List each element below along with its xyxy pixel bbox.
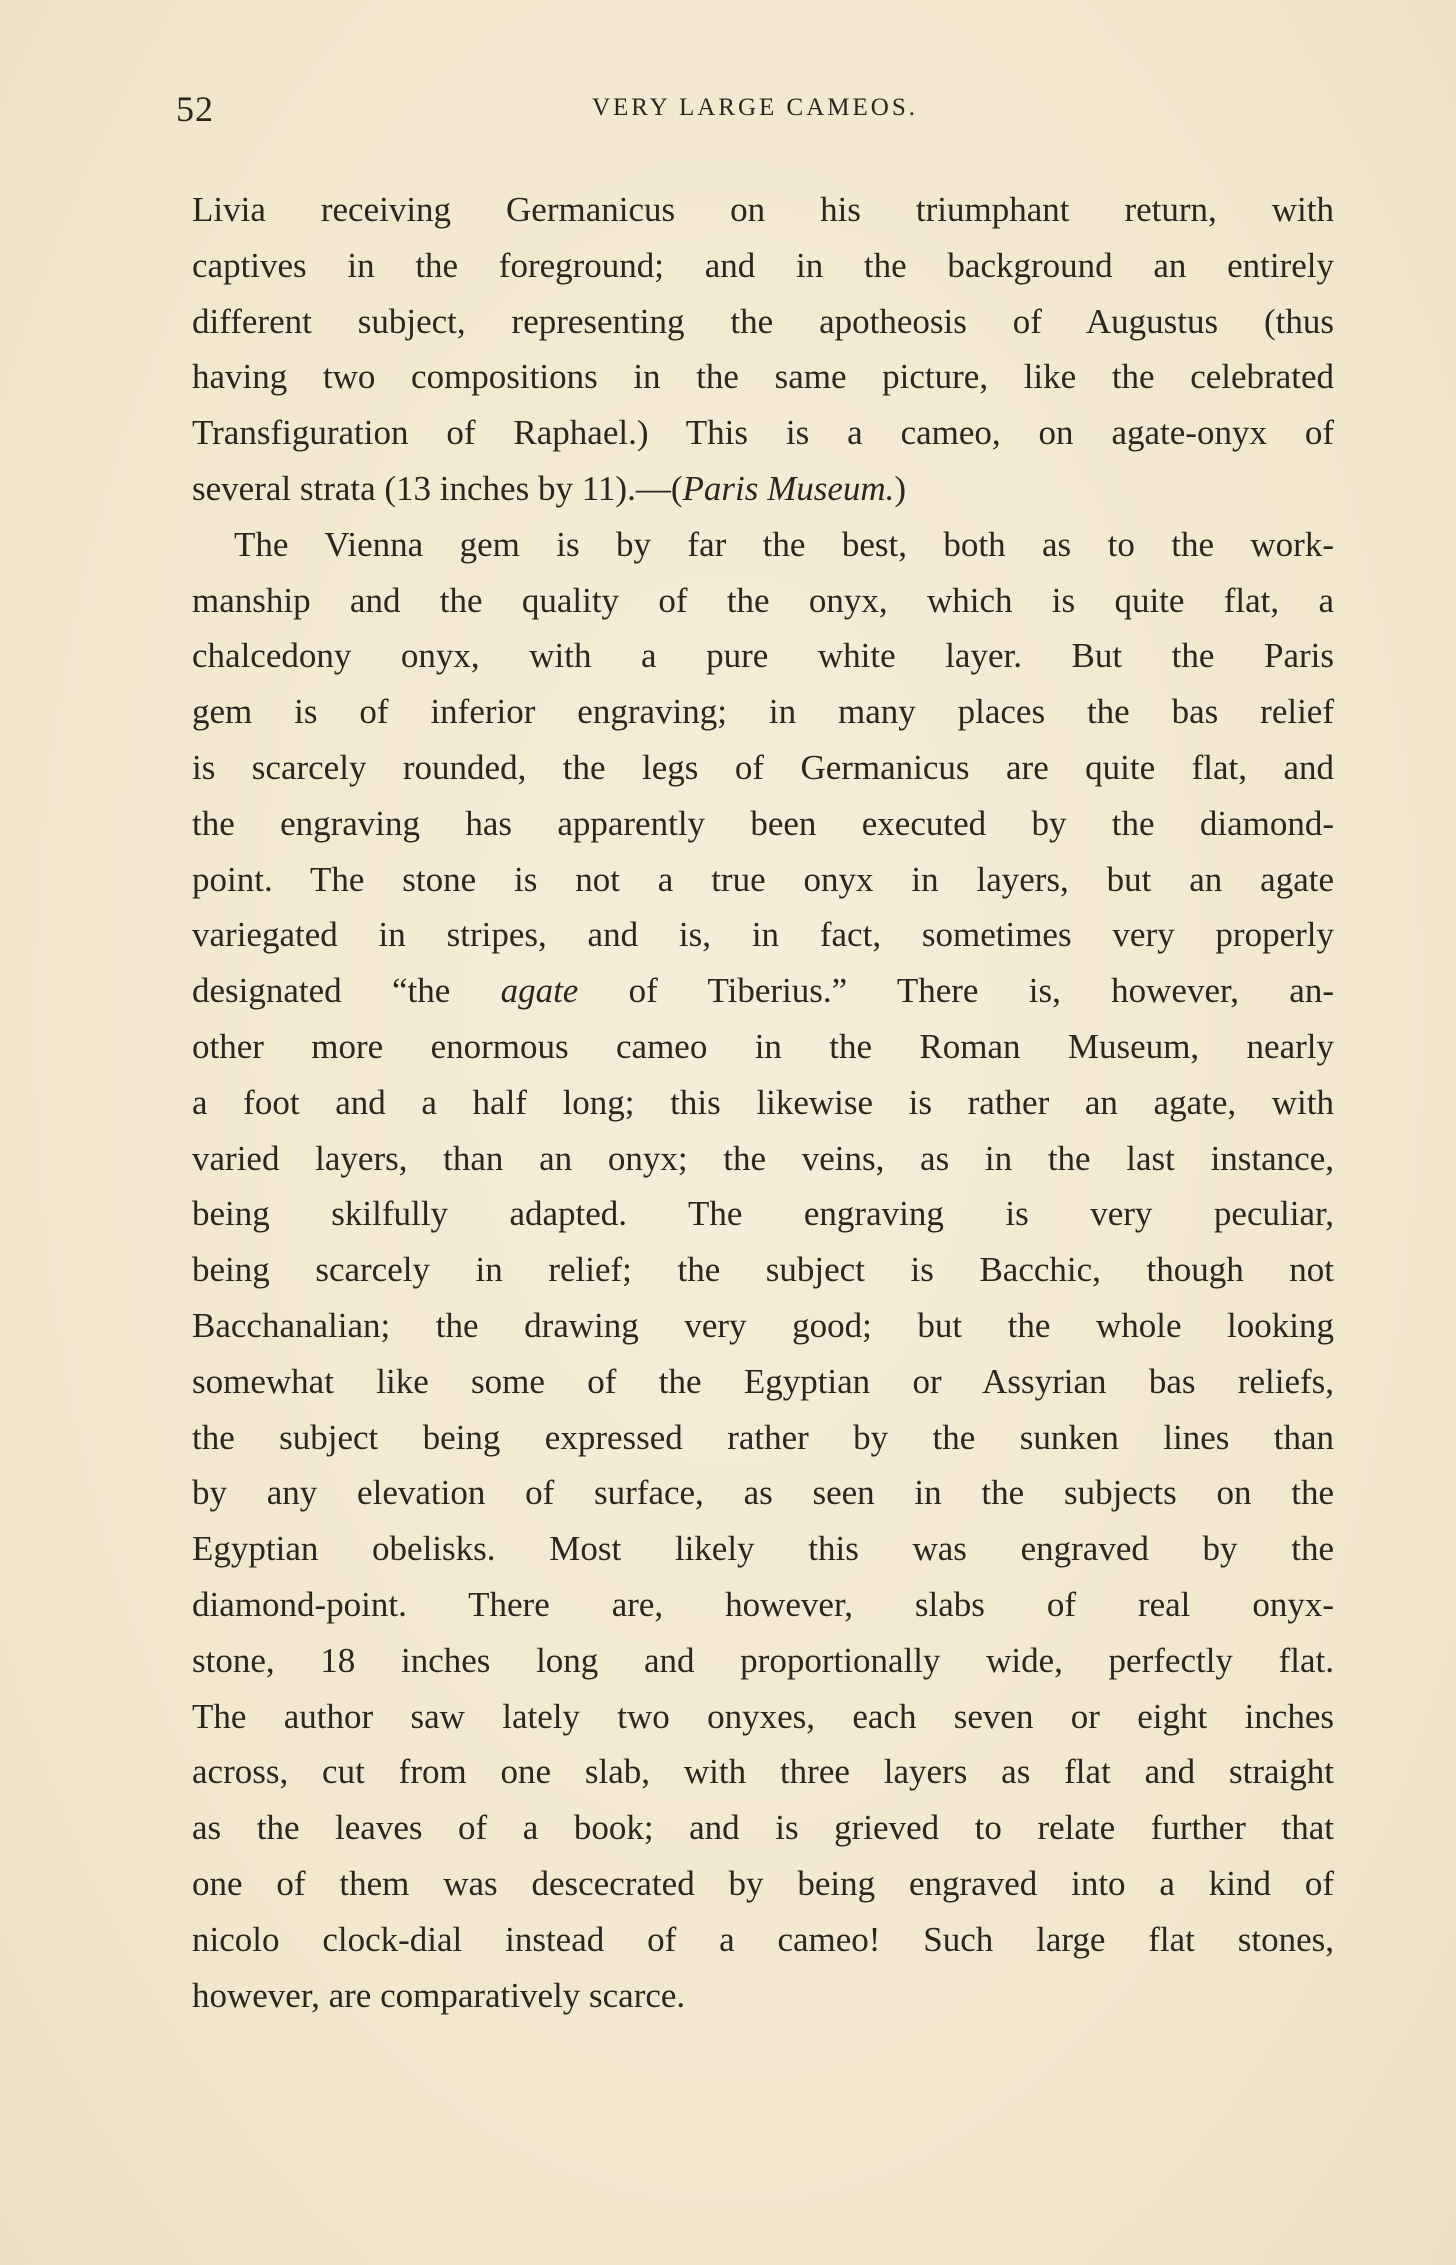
- text-line: chalcedony onyx, with a pure white layer. But the Paris: [192, 636, 1334, 676]
- text-line: the engraving has apparently been executed by the diamond-: [192, 803, 1334, 843]
- text-line: Bacchanalian; the drawing very good; but the whole looking: [192, 1305, 1334, 1345]
- text-line: having two compositions in the same picture, like the celebrated: [192, 357, 1334, 397]
- text-line: diamond-point. There are, however, slabs of real onyx-: [192, 1584, 1334, 1624]
- text-line: variegated in stripes, and is, in fact, sometimes very properly: [192, 915, 1334, 955]
- italic-citation: Paris Museum.: [682, 468, 895, 508]
- text-line: The author saw lately two onyxes, each seven or eight inches: [192, 1696, 1334, 1736]
- text-line: one of them was descecrated by being engraved into a kind of: [192, 1863, 1334, 1903]
- text-line: captives in the foreground; and in the background an entirely: [192, 245, 1334, 285]
- text-line: is scarcely rounded, the legs of Germanicus are quite flat, and: [192, 747, 1334, 787]
- text-line: Egyptian obelisks. Most likely this was engraved by the: [192, 1529, 1334, 1569]
- text-line: nicolo clock-dial instead of a cameo! Such large flat stones,: [192, 1919, 1334, 1959]
- text-line: being scarcely in relief; the subject is Bacchic, though not: [192, 1250, 1334, 1290]
- text-line: gem is of inferior engraving; in many places the bas relief: [192, 692, 1334, 732]
- text-line: manship and the quality of the onyx, which is quite flat, a: [192, 580, 1334, 620]
- running-title: VERY LARGE CAMEOS.: [591, 94, 918, 121]
- text-line: the subject being expressed rather by the sunken lines than: [192, 1417, 1334, 1457]
- text-line: other more enormous cameo in the Roman Museum, nearly: [192, 1026, 1334, 1066]
- text-line: as the leaves of a book; and is grieved to relate further that: [192, 1808, 1334, 1848]
- text-line: Livia receiving Germanicus on his triumphant return, with: [192, 190, 1334, 229]
- text-line: Transfiguration of Raphael.) This is a cameo, on agate-onyx of: [192, 413, 1334, 453]
- text-line: designated “the agate of Tiberius.” There is, however, an-: [192, 971, 1334, 1011]
- text-line: different subject, representing the apotheosis of Augustus (thus: [192, 301, 1334, 341]
- body-text: [192, 182, 1334, 2023]
- italic-word: agate: [500, 971, 579, 1011]
- text-line: a foot and a half long; this likewise is rather an agate, with: [192, 1082, 1334, 1122]
- text-line: across, cut from one slab, with three layers as flat and straight: [192, 1752, 1334, 1792]
- text-line: by any elevation of surface, as seen in the subjects on the: [192, 1473, 1334, 1513]
- running-head: [176, 88, 1334, 132]
- text-line: being skilfully adapted. The engraving is very peculiar,: [192, 1194, 1334, 1234]
- text-line: somewhat like some of the Egyptian or Assyrian bas reliefs,: [192, 1361, 1334, 1401]
- paragraph-start-line: The Vienna gem is by far the best, both as to the work-: [234, 524, 1334, 564]
- text-line: point. The stone is not a true onyx in layers, but an agate: [192, 859, 1334, 899]
- text-line: varied layers, than an onyx; the veins, as in the last instance,: [192, 1138, 1334, 1178]
- page-number: 52: [176, 89, 214, 129]
- text-line: stone, 18 inches long and proportionally wide, perfectly flat.: [192, 1640, 1334, 1680]
- text-line: several strata (13 inches by 11).—(Paris Museum.): [192, 468, 907, 508]
- text-line: however, are comparatively scarce.: [192, 1975, 686, 2015]
